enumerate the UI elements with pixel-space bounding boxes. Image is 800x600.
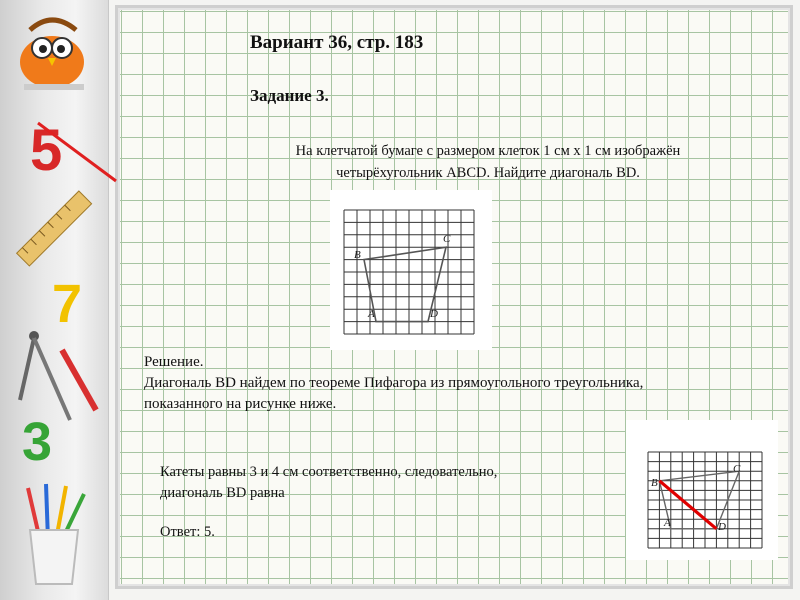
svg-text:7: 7 — [52, 274, 83, 334]
legs-line: Катеты равны 3 и 4 см соответственно, следовательно, — [160, 464, 498, 480]
slide-title: Вариант 36, стр. 183 — [250, 32, 424, 53]
problem-line: четырёхугольник ABCD. Найдите диагональ BD. — [336, 165, 640, 181]
answer-text: Ответ: 5. — [160, 524, 215, 540]
svg-text:5: 5 — [30, 118, 63, 183]
solution-line: показанного на рисунке ниже. — [144, 396, 337, 412]
pencil-cup-icon — [28, 484, 84, 584]
legs-text — [160, 462, 600, 504]
decorative-side-strip — [0, 0, 109, 600]
decor-svg — [0, 0, 108, 600]
vertex-label-c: C — [733, 463, 741, 475]
solution-line: Решение. — [144, 354, 204, 370]
vertex-label-a: A — [664, 517, 671, 529]
figure-solution — [626, 420, 778, 560]
vertex-label-b: B — [651, 477, 658, 489]
figure-1-svg — [330, 190, 492, 350]
vertex-label-d: D — [718, 521, 726, 533]
problem-line: На клетчатой бумаге с размером клеток 1 см х 1 см изображён — [295, 143, 681, 159]
vertex-label-a: A — [368, 308, 375, 320]
problem-text — [238, 140, 738, 184]
vertex-label-d: D — [430, 308, 438, 320]
number-7-icon — [52, 274, 82, 334]
figure-quadrilateral — [330, 190, 492, 350]
figure-grid — [648, 452, 762, 548]
legs-line: диагональ BD равна — [160, 485, 285, 501]
ruler-icon — [17, 191, 92, 266]
figure-grid — [344, 210, 474, 334]
solution-line: Диагональ BD найдем по теореме Пифагора из прямоугольного треугольника, — [144, 375, 644, 391]
vertex-label-b: B — [354, 249, 361, 261]
compass-icon — [20, 331, 96, 420]
svg-text:3: 3 — [22, 412, 53, 472]
vertex-label-c: C — [443, 233, 451, 245]
number-3-icon — [22, 412, 52, 472]
red-slash-decor — [30, 115, 130, 195]
owl-icon — [20, 20, 84, 90]
solution-text — [144, 352, 754, 415]
task-title: Задание 3. — [250, 86, 329, 105]
figure-2-svg — [626, 420, 778, 560]
